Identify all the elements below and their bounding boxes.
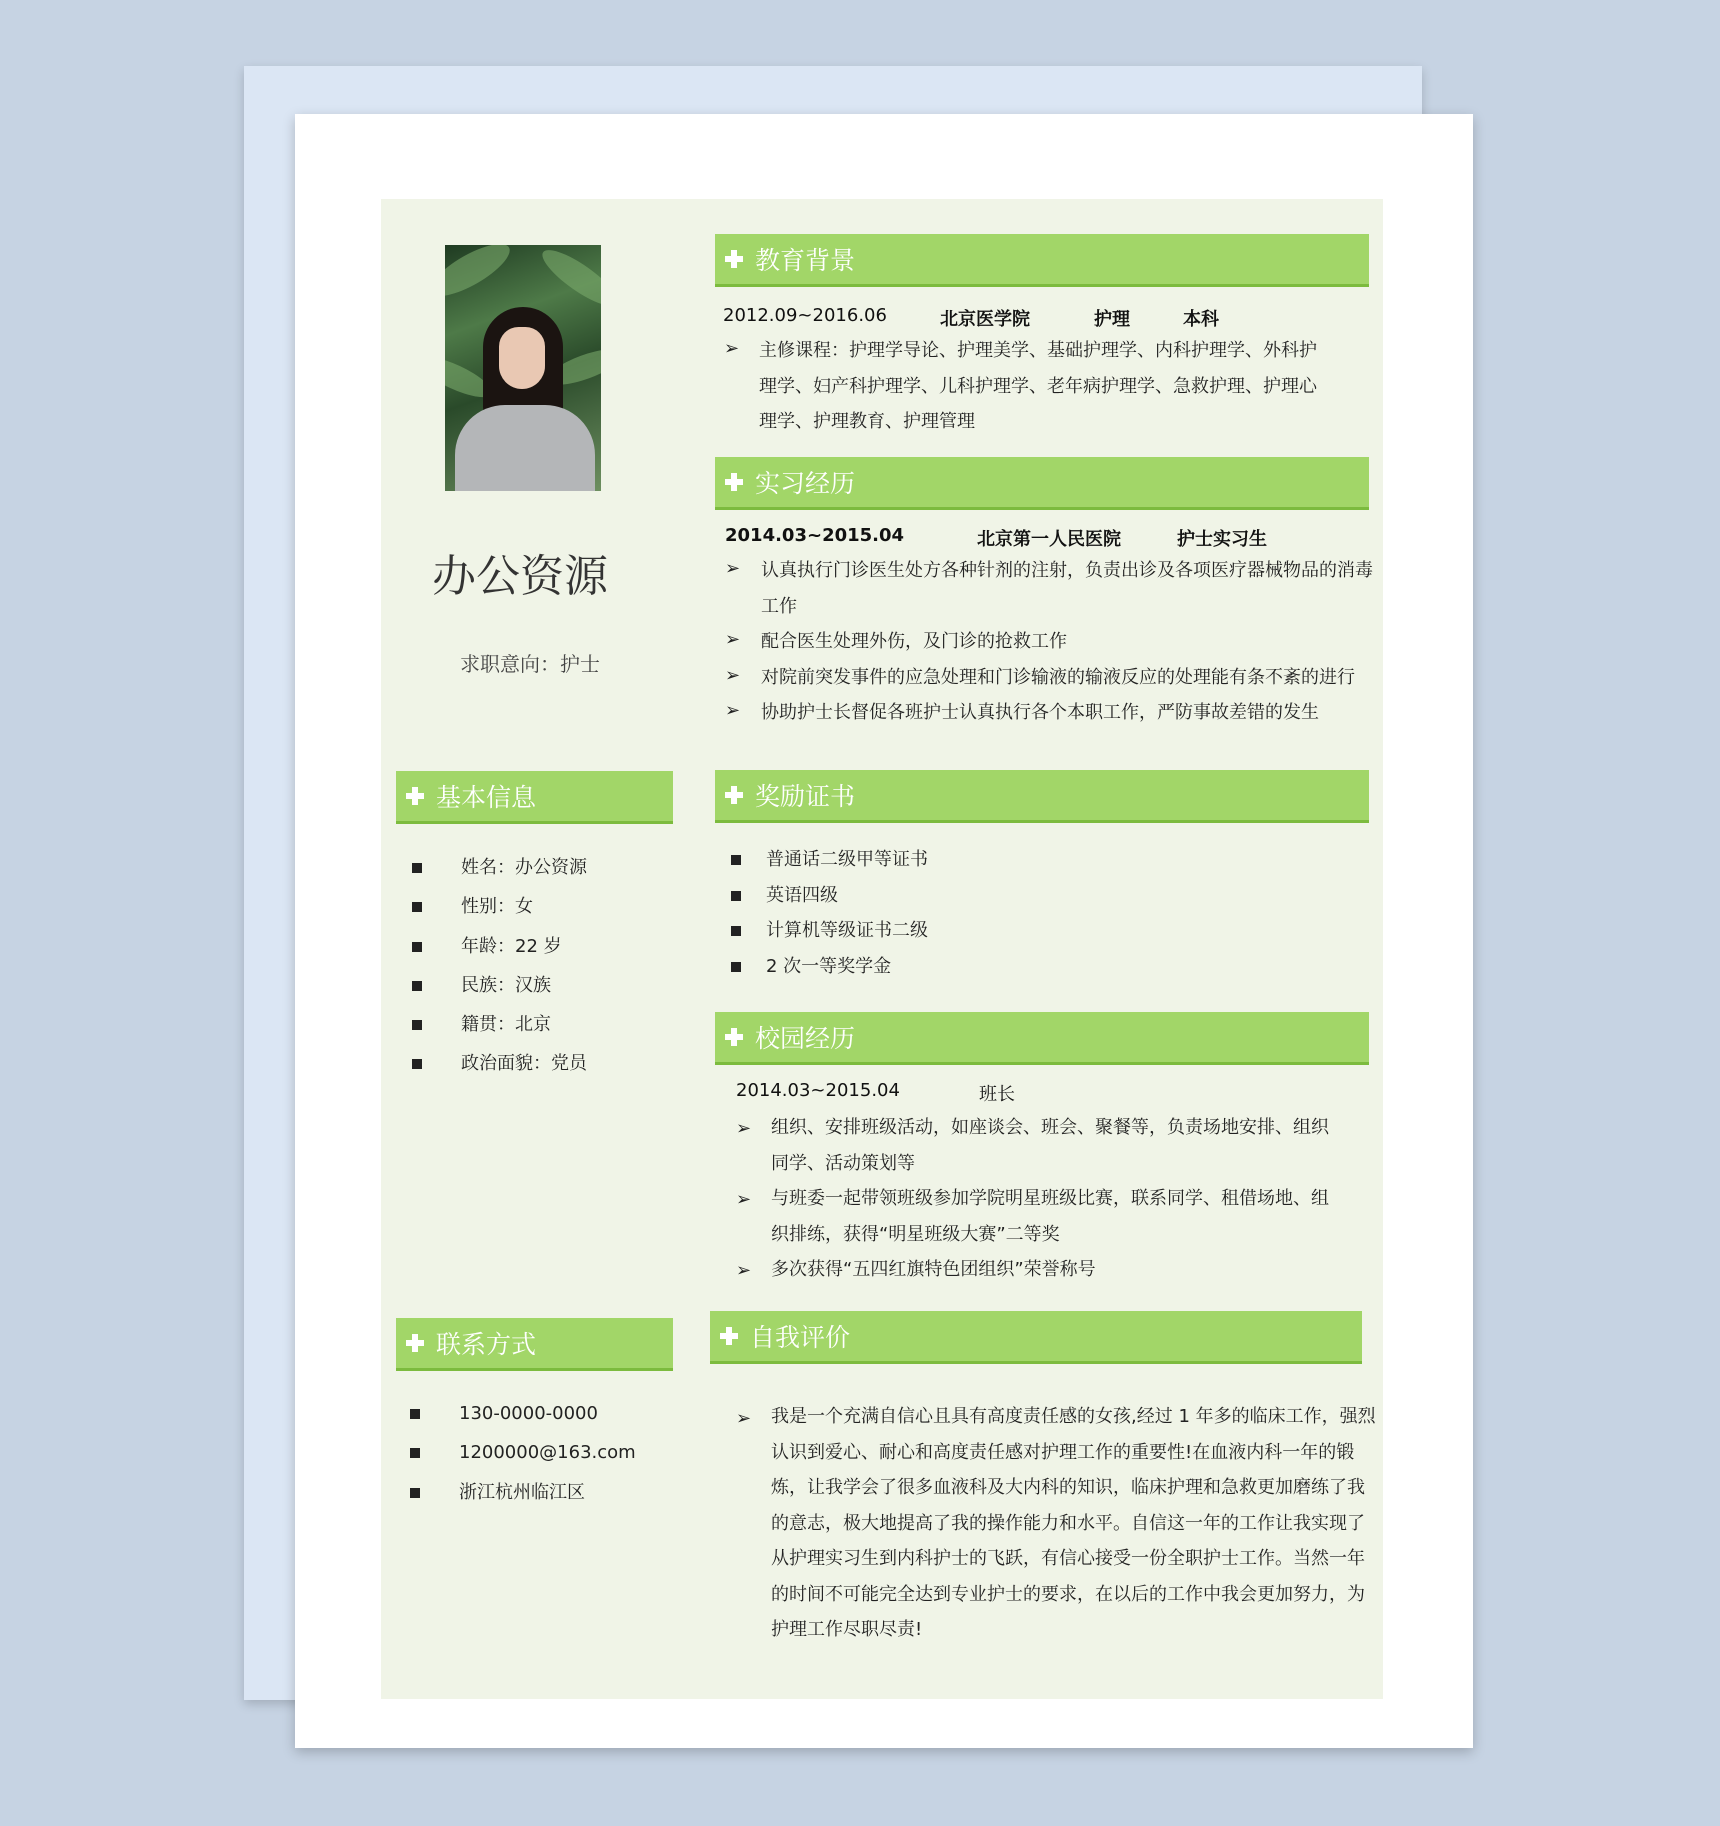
section-header-awards xyxy=(715,770,1369,823)
list-item: 英语四级 xyxy=(731,878,928,914)
arrow-bullet-icon: ➢ xyxy=(725,665,741,686)
education-degree: 本科 xyxy=(1183,309,1219,330)
campus-period: 2014.03~2015.04 xyxy=(736,1080,900,1101)
plus-icon xyxy=(406,1334,424,1352)
section-header-self-eval xyxy=(710,1311,1362,1364)
list-item: 计算机等级证书二级 xyxy=(731,913,928,949)
internship-hospital: 北京第一人民医院 xyxy=(977,529,1121,550)
education-school: 北京医学院 xyxy=(940,309,1030,330)
section-header-basic-info xyxy=(396,771,673,824)
section-title: 奖励证书 xyxy=(755,782,856,811)
plus-icon xyxy=(406,787,424,805)
education-period: 2012.09~2016.06 xyxy=(723,305,887,326)
contact-phone: 130-0000-0000 xyxy=(410,1394,636,1433)
self-evaluation-text: 我是一个充满自信心且具有高度责任感的女孩,经过 1 年多的临床工作，强烈 认识到爱心、耐心和高度责任感对护理工作的重要性!在血液内科一年的锻 炼，让我学会了很多血液科及大内科的知识，临床护理和急救更加磨练了我 的意志，极大地提高了我的操作能力和水平。自信这一年的工作让我实现了 从护理实习生到内科护士的飞跃，有信心接受一份全职护士工作。当然一年 的时间不可能完全达到专业护士的要求，在以后的工作中我会更加努力，为 护理工作尽职尽责! xyxy=(771,1406,1376,1640)
arrow-bullet-icon: ➢ xyxy=(725,558,741,579)
arrow-bullet-icon: ➢ xyxy=(736,1118,752,1139)
section-title: 联系方式 xyxy=(436,1330,537,1359)
list-item: 普通话二级甲等证书 xyxy=(731,842,928,878)
profile-photo xyxy=(445,245,601,491)
arrow-bullet-icon: ➢ xyxy=(725,629,741,650)
section-header-internship xyxy=(715,457,1369,510)
campus-item: 与班委一起带领班级参加学院明星班级比赛，联系同学、租借场地、组 织排练，获得“明星班级大赛”二等奖 xyxy=(771,1188,1329,1245)
plus-icon xyxy=(720,1327,738,1345)
internship-item: 协助护士长督促各班护士认真执行各个本职工作，严防事故差错的发生 xyxy=(761,702,1319,723)
list-item: 姓名：办公资源 xyxy=(412,848,587,887)
plus-icon xyxy=(725,1028,743,1046)
internship-role: 护士实习生 xyxy=(1177,529,1267,550)
section-header-contact xyxy=(396,1318,673,1371)
arrow-bullet-icon: ➢ xyxy=(736,1408,752,1429)
campus-item: 组织、安排班级活动，如座谈会、班会、聚餐等，负责场地安排、组织 同学、活动策划等 xyxy=(771,1117,1329,1174)
section-title: 自我评价 xyxy=(750,1323,851,1352)
section-header-education xyxy=(715,234,1369,287)
list-item: 性别：女 xyxy=(412,887,587,926)
education-courses: 主修课程：护理学导论、护理美学、基础护理学、内科护理学、外科护 理学、妇产科护理学、儿科护理学、老年病护理学、急救护理、护理心 理学、护理教育、护理管理 xyxy=(759,340,1317,432)
list-item: 政治面貌：党员 xyxy=(412,1044,587,1083)
plus-icon xyxy=(725,473,743,491)
section-title: 基本信息 xyxy=(436,783,537,812)
internship-item: 认真执行门诊医生处方各种针剂的注射，负责出诊及各项医疗器械物品的消毒 工作 xyxy=(761,560,1373,617)
arrow-bullet-icon: ➢ xyxy=(724,338,740,359)
internship-item: 配合医生处理外伤，及门诊的抢救工作 xyxy=(761,631,1067,652)
plus-icon xyxy=(725,250,743,268)
candidate-name: 办公资源 xyxy=(432,551,608,602)
education-major: 护理 xyxy=(1094,309,1130,330)
section-title: 校园经历 xyxy=(755,1024,856,1053)
internship-item: 对院前突发事件的应急处理和门诊输液的输液反应的处理能有条不紊的进行 xyxy=(761,667,1355,688)
basic-info-list xyxy=(412,848,587,1084)
section-header-campus xyxy=(715,1012,1369,1065)
list-item: 年龄：22 岁 xyxy=(412,927,587,966)
arrow-bullet-icon: ➢ xyxy=(725,700,741,721)
plus-icon xyxy=(725,786,743,804)
contact-email: 1200000@163.com xyxy=(410,1433,636,1472)
list-item: 2 次一等奖学金 xyxy=(731,949,928,985)
arrow-bullet-icon: ➢ xyxy=(736,1260,752,1281)
list-item: 籍贯：北京 xyxy=(412,1005,587,1044)
job-intent: 求职意向：护士 xyxy=(460,652,600,676)
list-item: 民族：汉族 xyxy=(412,966,587,1005)
campus-role: 班长 xyxy=(979,1084,1015,1105)
campus-item: 多次获得“五四红旗特色团组织”荣誉称号 xyxy=(771,1259,1096,1280)
section-title: 教育背景 xyxy=(755,246,856,275)
internship-period: 2014.03~2015.04 xyxy=(725,525,905,546)
awards-list xyxy=(731,842,928,984)
arrow-bullet-icon: ➢ xyxy=(736,1189,752,1210)
section-title: 实习经历 xyxy=(755,469,856,498)
contact-address: 浙江杭州临江区 xyxy=(410,1473,636,1512)
contact-list xyxy=(410,1394,636,1512)
